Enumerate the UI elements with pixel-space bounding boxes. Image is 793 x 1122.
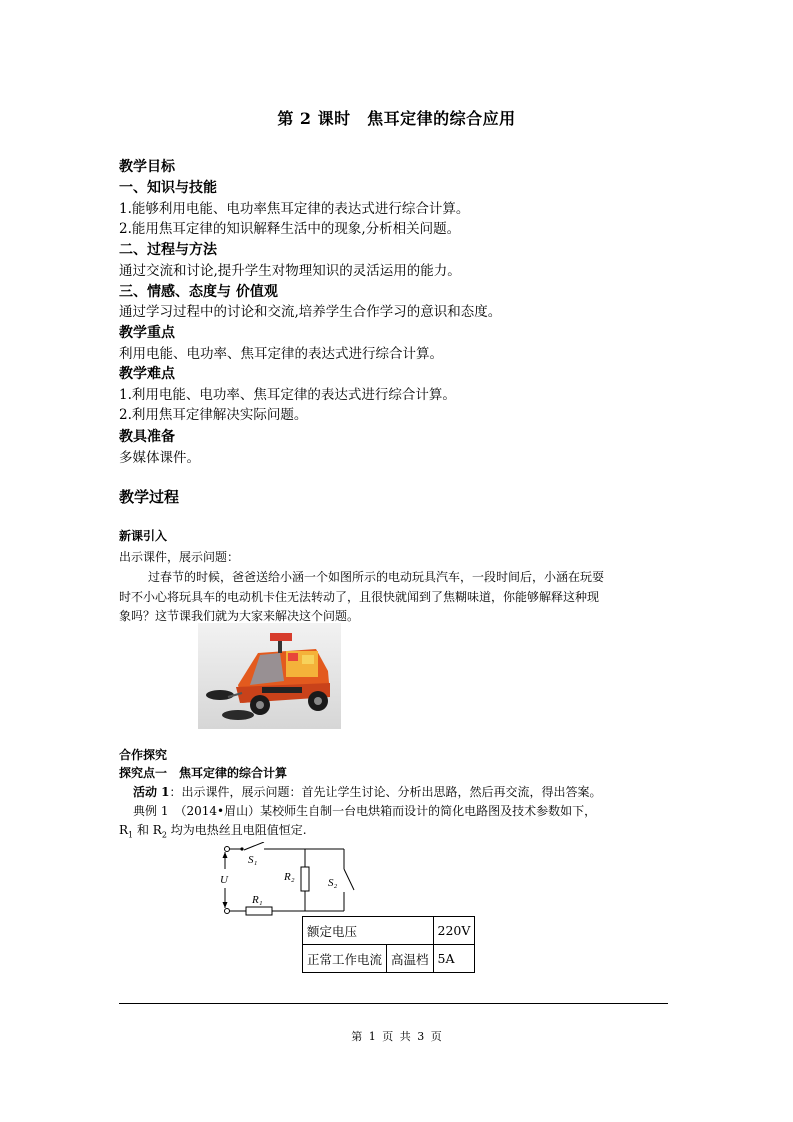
page-footer: 第 1 页 共 3 页 <box>351 1030 442 1043</box>
page-title: 第 2 课时 焦耳定律的综合应用 <box>277 109 516 128</box>
emotion-heading: 三、情感、态度与 价值观 <box>119 284 278 300</box>
circuit-diagram <box>214 842 364 918</box>
intro-paragraph-line-2: 时不小心将玩具车的电动机卡住无法转动了，且很快就闻到了焦糊味道，你能够解释这种现 <box>119 590 600 604</box>
knowledge-item-2: 2.能用焦耳定律的知识解释生活中的现象,分析相关问题。 <box>119 221 461 237</box>
rated-voltage-label: 额定电压 <box>303 917 434 945</box>
process-method-heading: 二、过程与方法 <box>119 242 217 258</box>
r2-label: R₂ <box>284 871 295 883</box>
knowledge-item-1: 1.能够利用电能、电功率焦耳定律的表达式进行综合计算。 <box>119 201 470 217</box>
difficulty-item-2: 2.利用焦耳定律解决实际问题。 <box>119 407 308 423</box>
r2-symbol: R <box>152 823 162 837</box>
example-line-1: 典例 1 （2014•眉山）某校师生自制一台电烘箱而设计的简化电路图及技术参数如下， <box>133 804 597 818</box>
objectives-heading: 教学目标 <box>119 159 175 175</box>
table-row <box>303 917 475 945</box>
difficulties-heading: 教学难点 <box>119 366 175 382</box>
emotion-text: 通过学习过程中的讨论和交流,培养学生合作学习的意识和态度。 <box>119 304 502 320</box>
current-label: 正常工作电流 <box>303 945 387 973</box>
explore-heading: 合作探究 <box>119 748 168 762</box>
toy-car-illustration <box>198 623 341 729</box>
intro-paragraph-line-3: 象吗？这节课我们就为大家来解决这个问题。 <box>119 609 360 623</box>
activity-line <box>133 783 602 802</box>
r2-subscript: 2 <box>161 830 167 840</box>
materials-text: 多媒体课件。 <box>119 450 200 466</box>
u-label: U <box>220 874 228 886</box>
rated-voltage-value: 220V <box>433 917 475 945</box>
s1-label: S₁ <box>248 854 258 866</box>
intro-heading: 新课引入 <box>119 529 168 543</box>
process-method-text: 通过交流和讨论,提升学生对物理知识的灵活运用的能力。 <box>119 263 461 279</box>
high-label: 高温档 <box>387 945 434 973</box>
r1-subscript: 1 <box>128 830 134 840</box>
process-heading: 教学过程 <box>119 488 180 506</box>
materials-heading: 教具准备 <box>119 429 175 445</box>
example-line-2-rest: 均为电热丝且电阻值恒定. <box>166 823 307 837</box>
knowledge-heading: 一、知识与技能 <box>119 180 217 196</box>
toy-car-photo <box>198 623 341 729</box>
r1-label: R₁ <box>252 894 263 906</box>
difficulty-item-1: 1.利用电能、电功率、焦耳定律的表达式进行综合计算。 <box>119 387 456 403</box>
explore-point-heading: 探究点一 焦耳定律的综合计算 <box>119 766 288 780</box>
key-points-heading: 教学重点 <box>119 325 175 341</box>
intro-paragraph-line-1: 过春节的时候，爸爸送给小涵一个如图所示的电动玩具汽车，一段时间后，小涵在玩耍 <box>148 570 605 584</box>
spec-table <box>302 916 475 973</box>
key-points-text: 利用电能、电功率、焦耳定律的表达式进行综合计算。 <box>119 346 443 362</box>
high-value: 5A <box>433 945 475 973</box>
r1-symbol: R <box>119 823 129 837</box>
s2-label: S₂ <box>328 877 338 889</box>
example-line-2 <box>119 821 307 844</box>
intro-line: 出示课件，展示问题： <box>119 550 240 564</box>
and-text: 和 <box>133 823 153 837</box>
footer-divider <box>119 1003 668 1004</box>
table-row <box>303 945 475 973</box>
activity-text: ：出示课件，展示问题：首先让学生讨论、分析出思路，然后再交流，得出答案。 <box>169 785 602 799</box>
activity-label: 活动 1 <box>133 785 170 799</box>
